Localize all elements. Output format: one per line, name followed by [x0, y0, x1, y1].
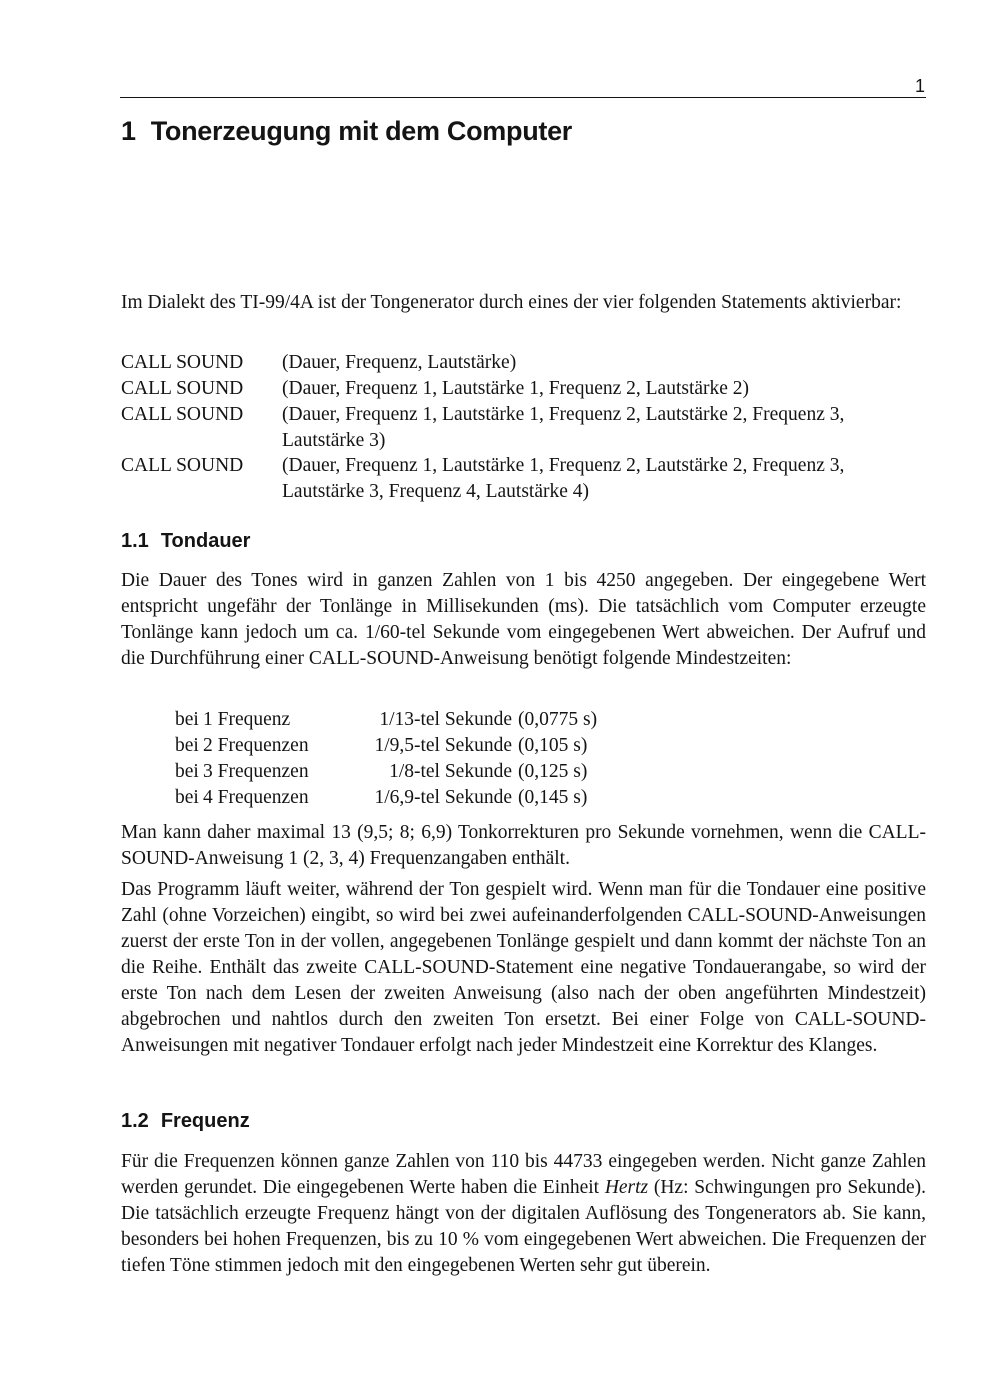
min-time-prefix: bei	[175, 787, 199, 808]
statement-args: (Dauer, Frequenz, Lautstärke)	[282, 352, 517, 373]
min-time-fraction: 1/13-tel Sekunde	[379, 709, 512, 730]
chapter-title-text: Tonerzeugung mit dem Computer	[150, 116, 573, 146]
statement-args: (Dauer, Frequenz 1, Lautstärke 1, Frequenz 2, Lautstärke 2, Frequenz 3, Lautstärke 3, Frequenz 4, Lautstärke 4)	[282, 455, 845, 502]
min-time-prefix: bei	[175, 709, 199, 730]
section-title: Frequenz	[160, 1110, 250, 1132]
min-time-fraction: 1/8-tel Sekunde	[389, 761, 512, 782]
min-time-count: 2 Frequenzen	[203, 735, 309, 756]
min-time-count: 1 Frequenz	[203, 709, 291, 730]
statement-args: (Dauer, Frequenz 1, Lautstärke 1, Frequenz 2, Lautstärke 2, Frequenz 3, Lautstärke 3)	[282, 404, 845, 451]
intro-paragraph: Im Dialekt des TI-99/4A ist der Tongenerator durch eines der vier folgenden Statements aktivierbar:	[121, 292, 902, 313]
min-time-fraction: 1/6,9-tel Sekunde	[374, 787, 512, 808]
tondauer-paragraph-1: Die Dauer des Tones wird in ganzen Zahlen von 1 bis 4250 angegeben. Der eingegebene Wert entspricht ungefähr der Tonlänge in Millisekunden (ms). Die tatsächlich vom Computer erzeugte Tonlänge kann jedoch um ca. 1/60-tel Sekunde vom eingegebenen Wert abweichen. Der Aufruf und die Durchführung einer CALL-SOUND-Anweisung benötigt folgende Mindestzeiten:	[121, 570, 926, 669]
min-time-count: 3 Frequenzen	[203, 761, 309, 782]
frequenz-text-2: (Hz: Schwingungen pro Sekunde). Die tatsächlich erzeugte Frequenz hängt von der digitalen Auflösung des Tongenerators ab. Sie kann, besonders bei hohen Frequenzen, bis zu 10 % vom eingegebenen Wert abweichen. Die Frequenzen der tiefen Töne stimmen jedoch mit den eingegebenen Werten sehr gut überein.	[121, 1177, 927, 1276]
header-rule	[120, 97, 926, 98]
statement-name: CALL SOUND	[121, 352, 244, 373]
hertz-term: Hertz	[604, 1177, 649, 1198]
page-number: 1	[914, 76, 925, 96]
section-title: Tondauer	[160, 530, 251, 552]
min-time-prefix: bei	[175, 735, 199, 756]
min-time-seconds: (0,125 s)	[518, 761, 588, 782]
chapter-title	[121, 116, 572, 147]
section-number: 1.2	[121, 1110, 149, 1132]
statement-args: (Dauer, Frequenz 1, Lautstärke 1, Frequenz 2, Lautstärke 2)	[282, 378, 750, 399]
min-time-count: 4 Frequenzen	[203, 787, 309, 808]
min-time-seconds: (0,105 s)	[518, 735, 588, 756]
frequenz-text-1: Für die Frequenzen können ganze Zahlen von 110 bis 44733 eingegeben werden. Nicht ganze Zahlen werden gerundet. Die eingegebenen Werte haben die Einheit	[121, 1151, 926, 1198]
section-number: 1.1	[121, 530, 149, 552]
min-time-seconds: (0,0775 s)	[518, 709, 598, 730]
frequenz-paragraph	[121, 1149, 926, 1279]
tondauer-paragraph-3: Das Programm läuft weiter, während der Ton gespielt wird. Wenn man für die Tondauer eine positive Zahl (ohne Vorzeichen) eingibt, so wird bei zwei aufeinanderfolgenden CALL-SOUND-Anweisungen zuerst der erste Ton in der vollen, angegebenen Tonlänge gespielt und dann kommt der nächste Ton an die Reihe. Enthält das zweite CALL-SOUND-Statement eine negative Tondauerangabe, so wird der erste Ton nach dem Lesen der zweiten Anweisung (also nach der oben angeführten Mindestzeit) abgebrochen und nahtlos durch den zweiten Ton ersetzt. Bei einer Folge von CALL-SOUND-Anweisungen mit negativer Tondauer erfolgt nach jeder Mindestzeit eine Korrektur des Klanges.	[121, 879, 926, 1056]
tondauer-paragraph-2: Man kann daher maximal 13 (9,5; 8; 6,9) Tonkorrekturen pro Sekunde vornehmen, wenn die CALL-SOUND-Anweisung 1 (2, 3, 4) Frequenzangaben enthält.	[121, 822, 926, 869]
statement-name: CALL SOUND	[121, 378, 244, 399]
section-heading-tondauer	[121, 530, 250, 553]
chapter-number: 1	[121, 116, 136, 146]
statement-name: CALL SOUND	[121, 455, 244, 476]
min-time-fraction: 1/9,5-tel Sekunde	[374, 735, 512, 756]
min-time-prefix: bei	[175, 761, 199, 782]
min-time-seconds: (0,145 s)	[518, 787, 588, 808]
statement-name: CALL SOUND	[121, 404, 244, 425]
section-heading-frequenz	[121, 1110, 250, 1133]
